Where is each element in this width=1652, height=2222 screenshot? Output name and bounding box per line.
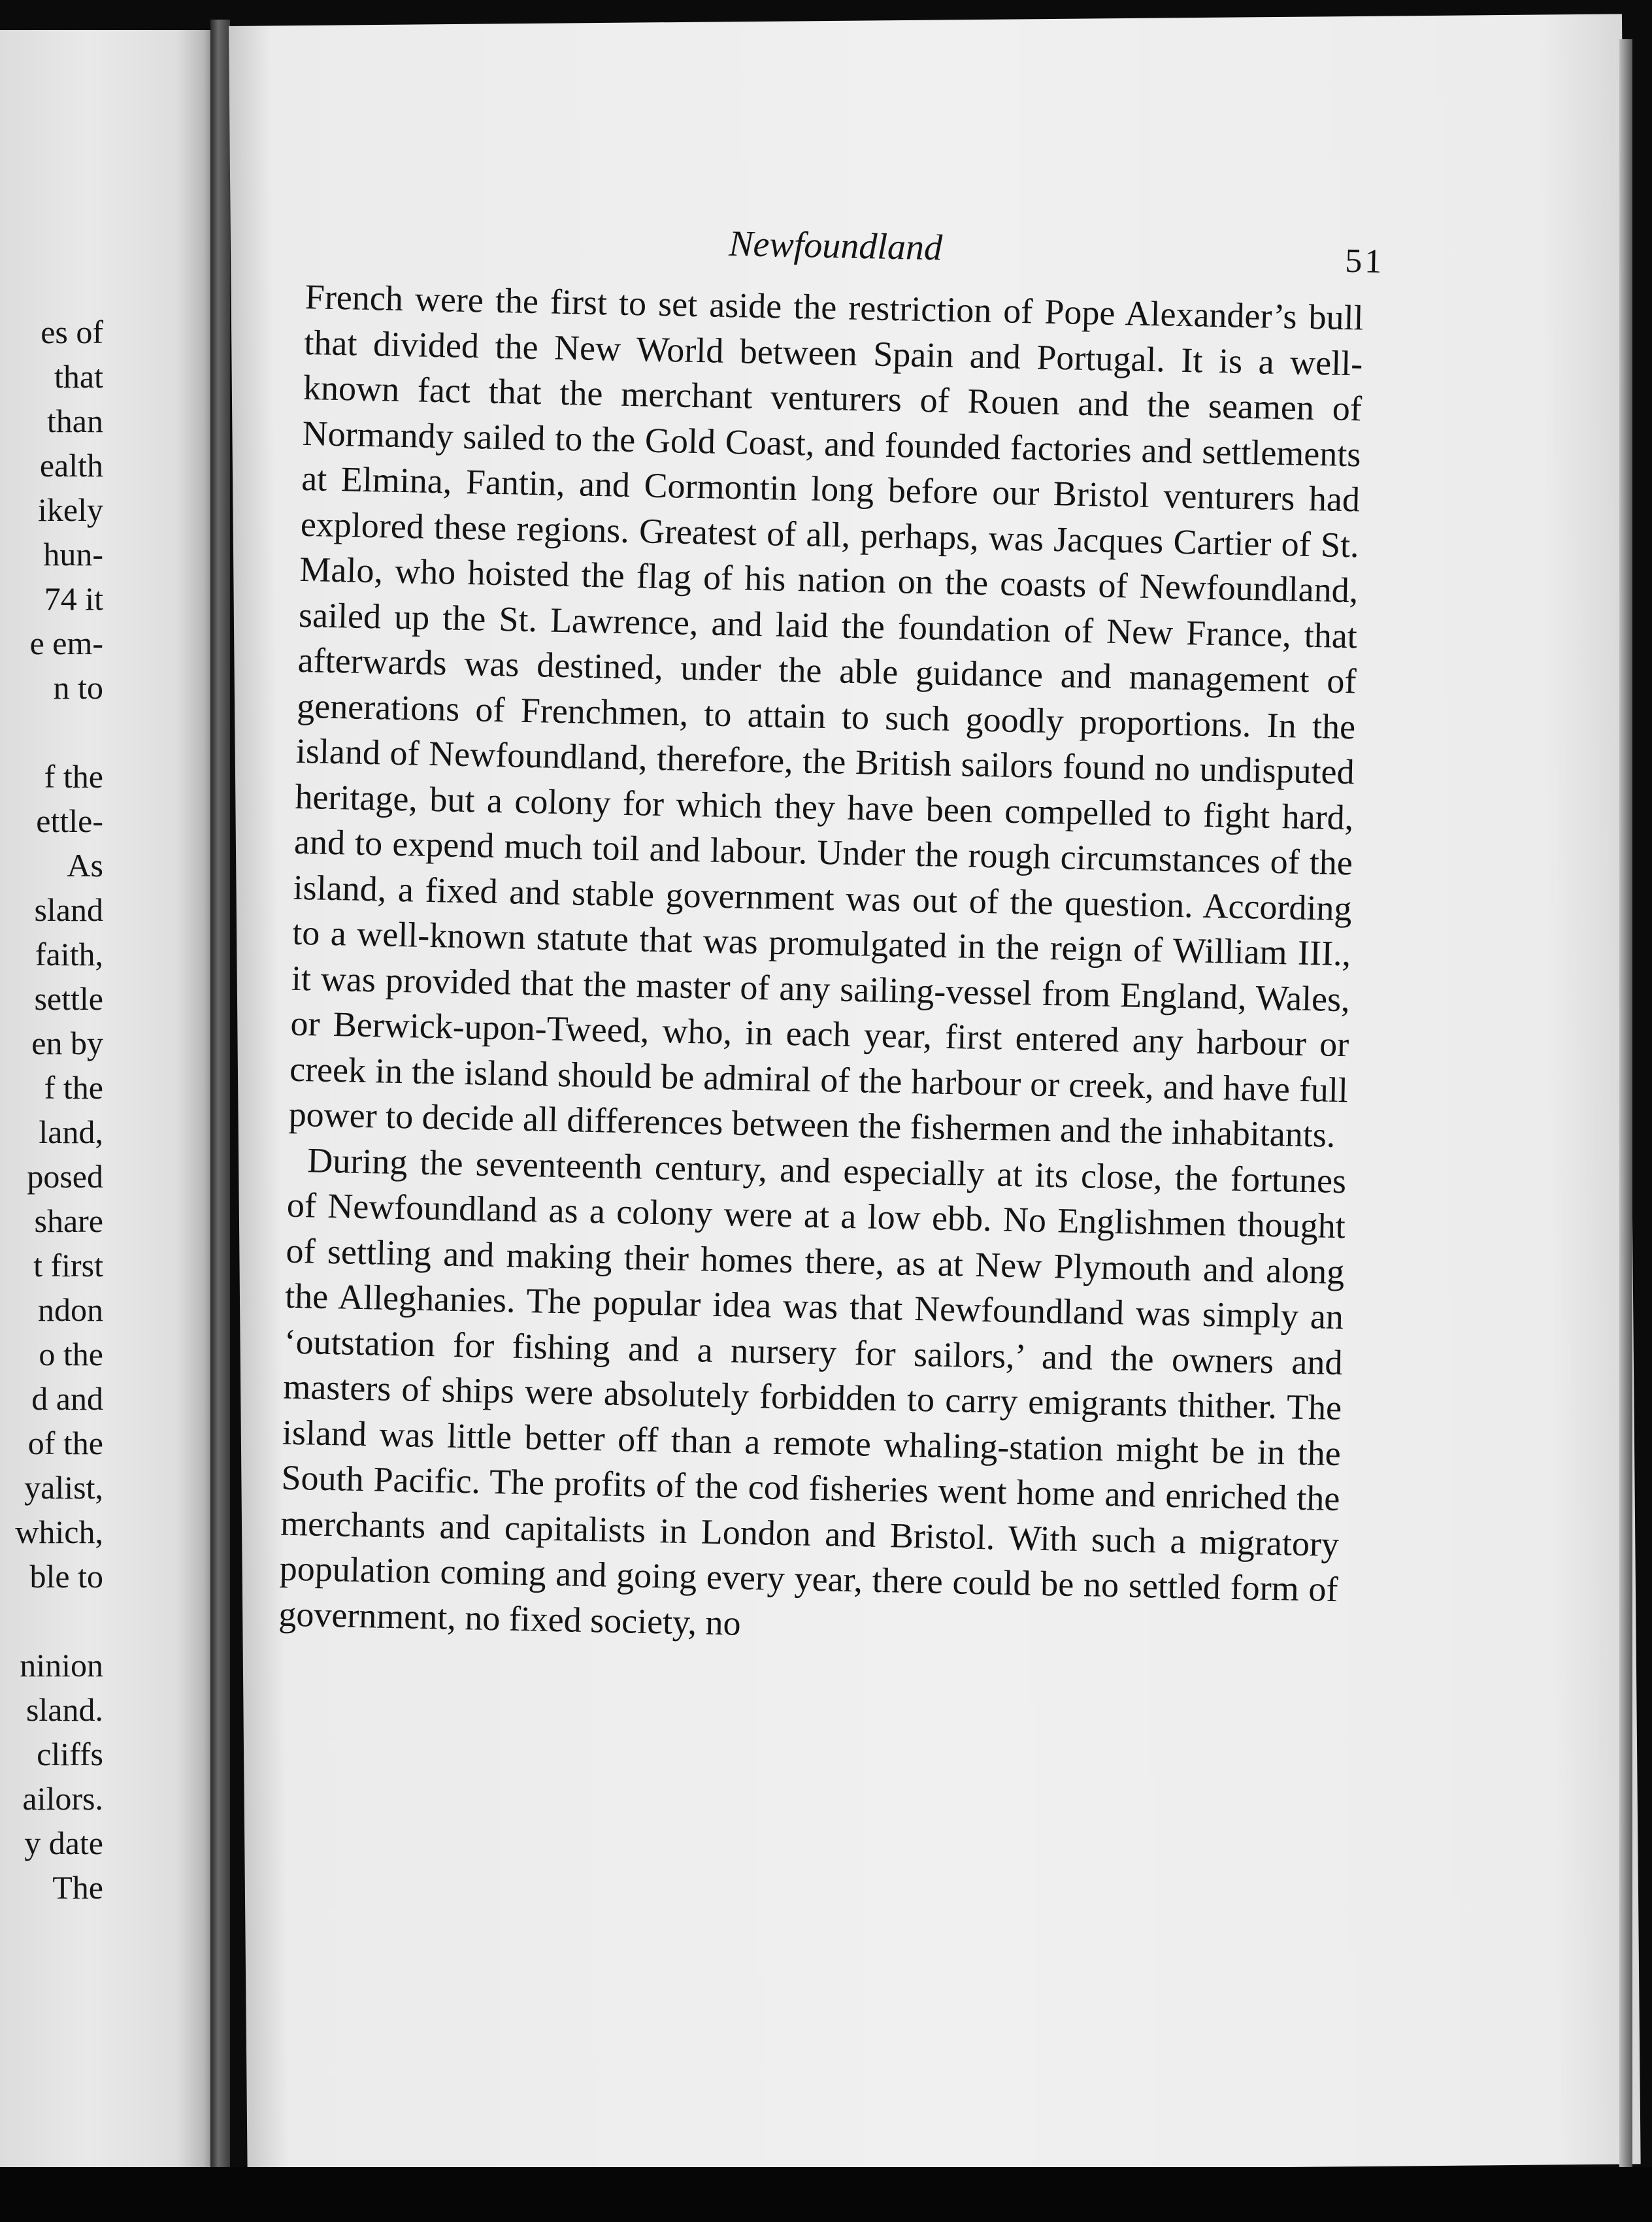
left-page-line-fragment: d and bbox=[31, 1380, 103, 1417]
left-page-line-fragment bbox=[0, 710, 103, 754]
left-page-line-fragment: faith, bbox=[35, 936, 103, 972]
left-page-line-fragment: cliffs bbox=[37, 1736, 103, 1772]
left-page-line-fragment: that bbox=[54, 358, 103, 395]
left-page bbox=[0, 30, 221, 2167]
left-page-line-fragment: hun- bbox=[43, 536, 103, 572]
page-number: 51 bbox=[1344, 242, 1385, 281]
page-text-block bbox=[278, 196, 1385, 1658]
left-page-line-fragment: n to bbox=[53, 669, 103, 706]
left-page-line-fragment: The bbox=[52, 1869, 103, 1906]
page-edge bbox=[1619, 39, 1632, 2183]
left-page-line-fragment: ettle- bbox=[36, 803, 103, 839]
left-page-line-fragment: which, bbox=[15, 1514, 103, 1550]
left-page-line-fragment: e em- bbox=[29, 625, 103, 661]
left-page-line-fragment: ble to bbox=[29, 1558, 103, 1595]
left-page-line-fragment: sland bbox=[34, 891, 103, 928]
left-page-line-fragment: yalist, bbox=[24, 1469, 103, 1506]
left-page-text-fragments bbox=[0, 310, 103, 1910]
left-page-line-fragment: f the bbox=[44, 758, 103, 795]
left-page-line-fragment: o the bbox=[39, 1336, 103, 1372]
left-page-line-fragment: land, bbox=[39, 1114, 103, 1150]
paragraph: French were the first to set aside the restriction of Pope Alexander’s bull that divided the New World between Spain and Portugal. It is a well-known fact that the merchant venturers of Rouen and the seamen of Normandy sailed to the Gold Coast, and founded factories and settlements at Elmina, Fantin, and Cormontin long before our Bristol venturers had explored these regions. Greatest of all, perhaps, was Jacques Cartier of St. Malo, who hoisted the flag of his nation on the coasts of Newfoundland, sailed up the St. Lawrence, and laid the foundation of New France, that afterwards was destined, under the able guidance and management of generations of Frenchmen, to attain to such goodly proportions. In the island of Newfoundland, therefore, the British sailors found no undisputed heritage, but a colony for which they have been compelled to fight hard, and to expend much toil and labour. Under the rough circumstances of the island, a fixed and stable government was out of the question. According to a well-known statute that was promulgated in the reign of William III., it was provided that the master of any sailing-vessel from England, Wales, or Berwick-upon-Tweed, who, in each year, first entered any harbour or creek in the island should be admiral of the harbour or creek, and have full power to decide all differences between the fishermen and the inhabitants. bbox=[288, 276, 1364, 1155]
left-page-line-fragment bbox=[0, 1599, 103, 1643]
left-page-line-fragment: than bbox=[46, 403, 103, 439]
left-page-line-fragment: 74 it bbox=[44, 580, 103, 617]
left-page-line-fragment: As bbox=[67, 847, 103, 884]
left-page-line-fragment: ndon bbox=[38, 1291, 103, 1328]
left-page-line-fragment: y date bbox=[24, 1825, 103, 1861]
left-page-line-fragment: es of bbox=[41, 314, 103, 350]
left-page-line-fragment: t first bbox=[33, 1247, 103, 1284]
left-page-line-fragment: posed bbox=[27, 1158, 103, 1195]
left-page-line-fragment: ealth bbox=[39, 447, 103, 484]
left-page-line-fragment: of the bbox=[27, 1425, 103, 1461]
running-head-title: Newfoundland bbox=[728, 223, 943, 269]
left-page-line-fragment: sland. bbox=[25, 1691, 103, 1728]
left-page-line-fragment: share bbox=[34, 1202, 103, 1239]
left-page-line-fragment: ailors. bbox=[22, 1780, 103, 1817]
left-page-line-fragment: settle bbox=[34, 980, 103, 1017]
book-gutter bbox=[210, 20, 230, 2183]
scan-border bbox=[0, 2167, 1652, 2222]
paragraph: During the seventeenth century, and especially at its close, the fortunes of Newfoundland as a colony were at a low ebb. No Englishmen thought of settling and making their homes there, as at New Plymouth and along the Alleghanies. The popular idea was that Newfoundland was simply an ‘outstation for fishing and a nursery for sailors,’ and the owners and masters of ships were absolutely forbidden to carry emigrants thither. The island was little better off than a remote whaling-station might be in the South Pacific. The profits of the cod fisheries went home and enriched the merchants and capitalists in London and Bristol. With such a migratory population coming and going every year, there could be no settled form of government, no fixed society, no bbox=[278, 1140, 1347, 1643]
body-text bbox=[278, 274, 1364, 1658]
left-page-line-fragment: en by bbox=[31, 1025, 103, 1061]
left-page-line-fragment: f the bbox=[44, 1069, 103, 1106]
left-page-line-fragment: ninion bbox=[20, 1647, 103, 1683]
left-page-line-fragment: ikely bbox=[38, 491, 103, 528]
